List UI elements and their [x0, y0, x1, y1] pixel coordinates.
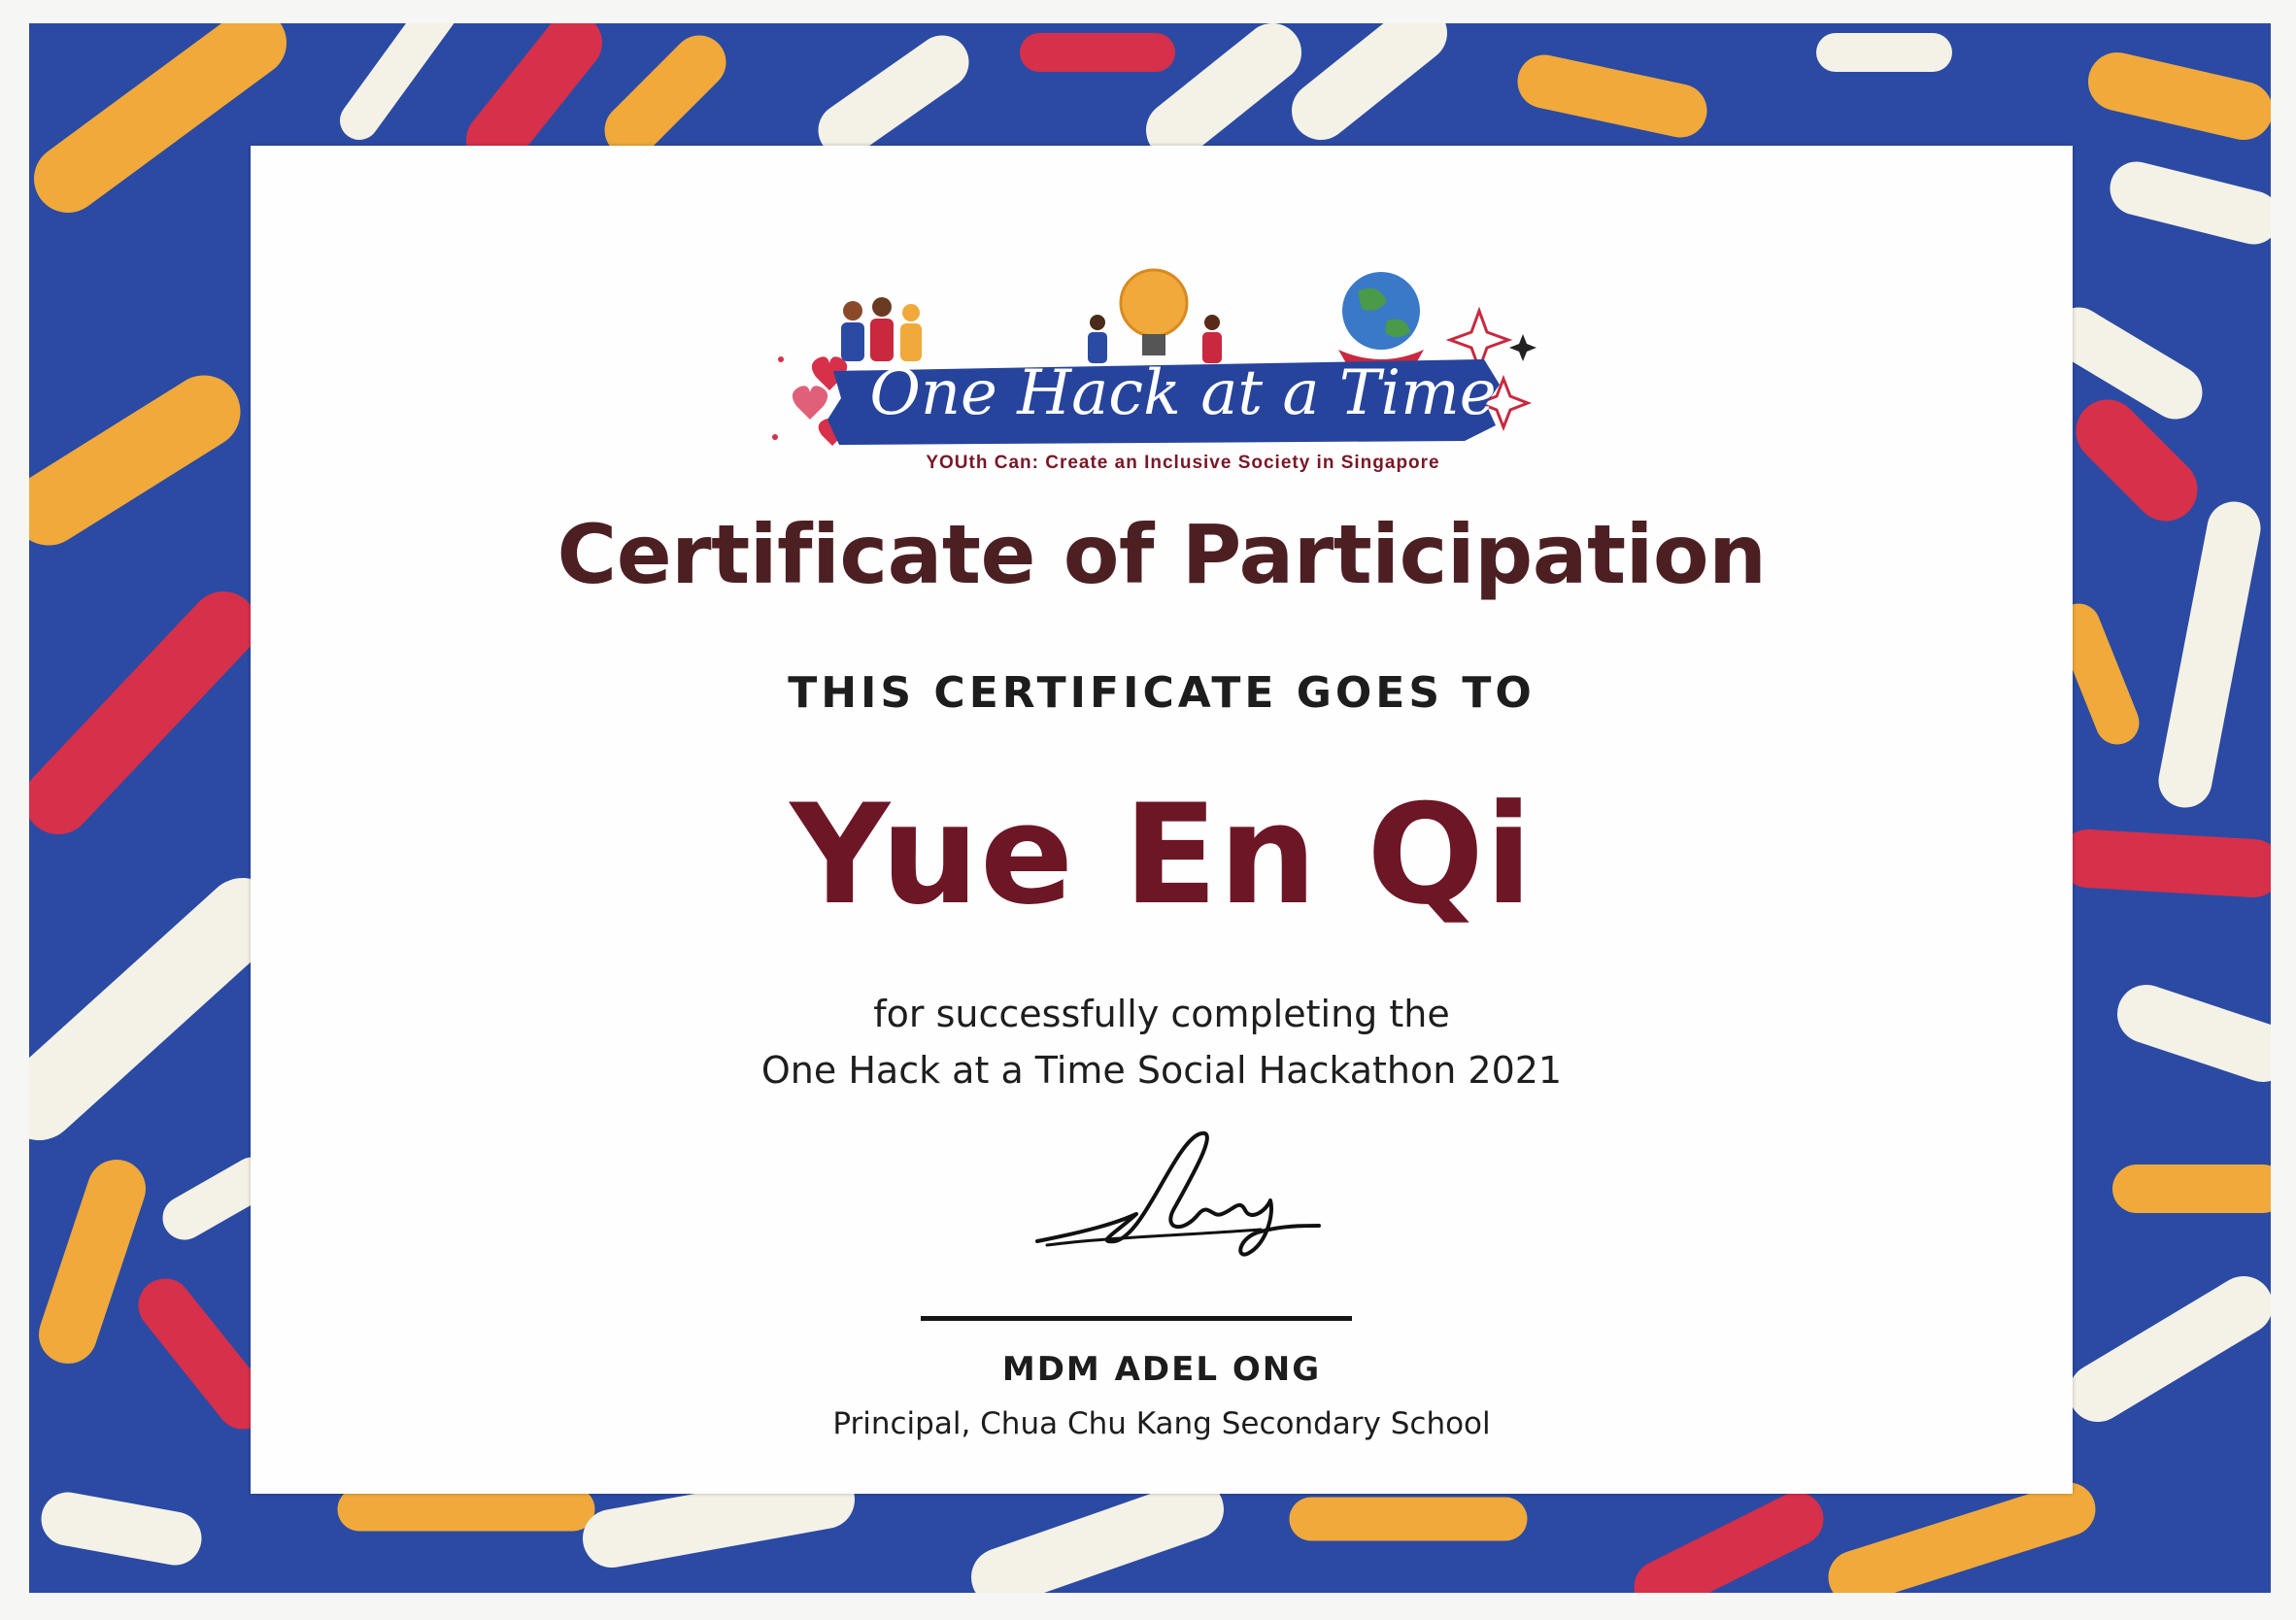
brush-stroke [2108, 431, 2166, 489]
brush-stroke [58, 625, 223, 800]
signatory-title: Principal, Chua Chu Kang Secondary School [832, 1406, 1491, 1441]
brush-stroke [68, 43, 253, 179]
signature-line [921, 1316, 1352, 1321]
brush-stroke [39, 917, 243, 1101]
brush-stroke [631, 62, 699, 130]
brush-stroke [2146, 1014, 2263, 1053]
brush-stroke [1855, 1509, 2069, 1577]
brush-stroke [845, 62, 942, 130]
brush-stroke [2098, 1305, 2244, 1393]
globe-icon [1338, 272, 1424, 369]
brush-stroke [1175, 52, 1272, 130]
brush-stroke [2185, 528, 2234, 781]
signatory-name: MDM ADEL ONG [1001, 1350, 1322, 1389]
people-illustration-icon [841, 297, 922, 361]
event-logo [746, 214, 1620, 473]
brush-stroke [1321, 33, 1418, 111]
lightbulb-icon [1088, 270, 1222, 363]
dot-decoration [772, 434, 778, 440]
brush-stroke [49, 412, 204, 509]
brush-stroke [2137, 188, 2253, 218]
brush-stroke [1661, 1519, 1797, 1587]
brush-stroke [68, 1189, 117, 1334]
brush-stroke [185, 1179, 253, 1218]
brush-stroke [165, 1305, 243, 1402]
description-line-2: One Hack at a Time Social Hackathon 2021 [760, 1049, 1563, 1092]
signature-image [1028, 1117, 1338, 1282]
brush-stroke [2117, 82, 2244, 111]
recipient-name: Yue En Qi [790, 775, 1534, 935]
brush-stroke [612, 1500, 826, 1538]
logo-title: One Hack at a Time [869, 357, 1497, 429]
brush-stroke [2078, 625, 2117, 723]
brush-stroke [495, 43, 573, 140]
brush-stroke [68, 1519, 175, 1538]
brush-stroke [2078, 334, 2176, 392]
brush-stroke [2088, 859, 2253, 868]
logo-tagline: YOUth Can: Create an Inclusive Society in Singapore [926, 453, 1440, 473]
description-line-1: for successfully completing the [873, 993, 1450, 1035]
brush-stroke [1000, 1509, 1195, 1577]
brush-stroke [359, 23, 437, 120]
certificate-title: Certificate of Participation [557, 507, 1767, 602]
brush-stroke [1544, 82, 1680, 111]
certificate-subtitle: THIS CERTIFICATE GOES TO [788, 668, 1536, 718]
certificate-card [251, 146, 2073, 1494]
